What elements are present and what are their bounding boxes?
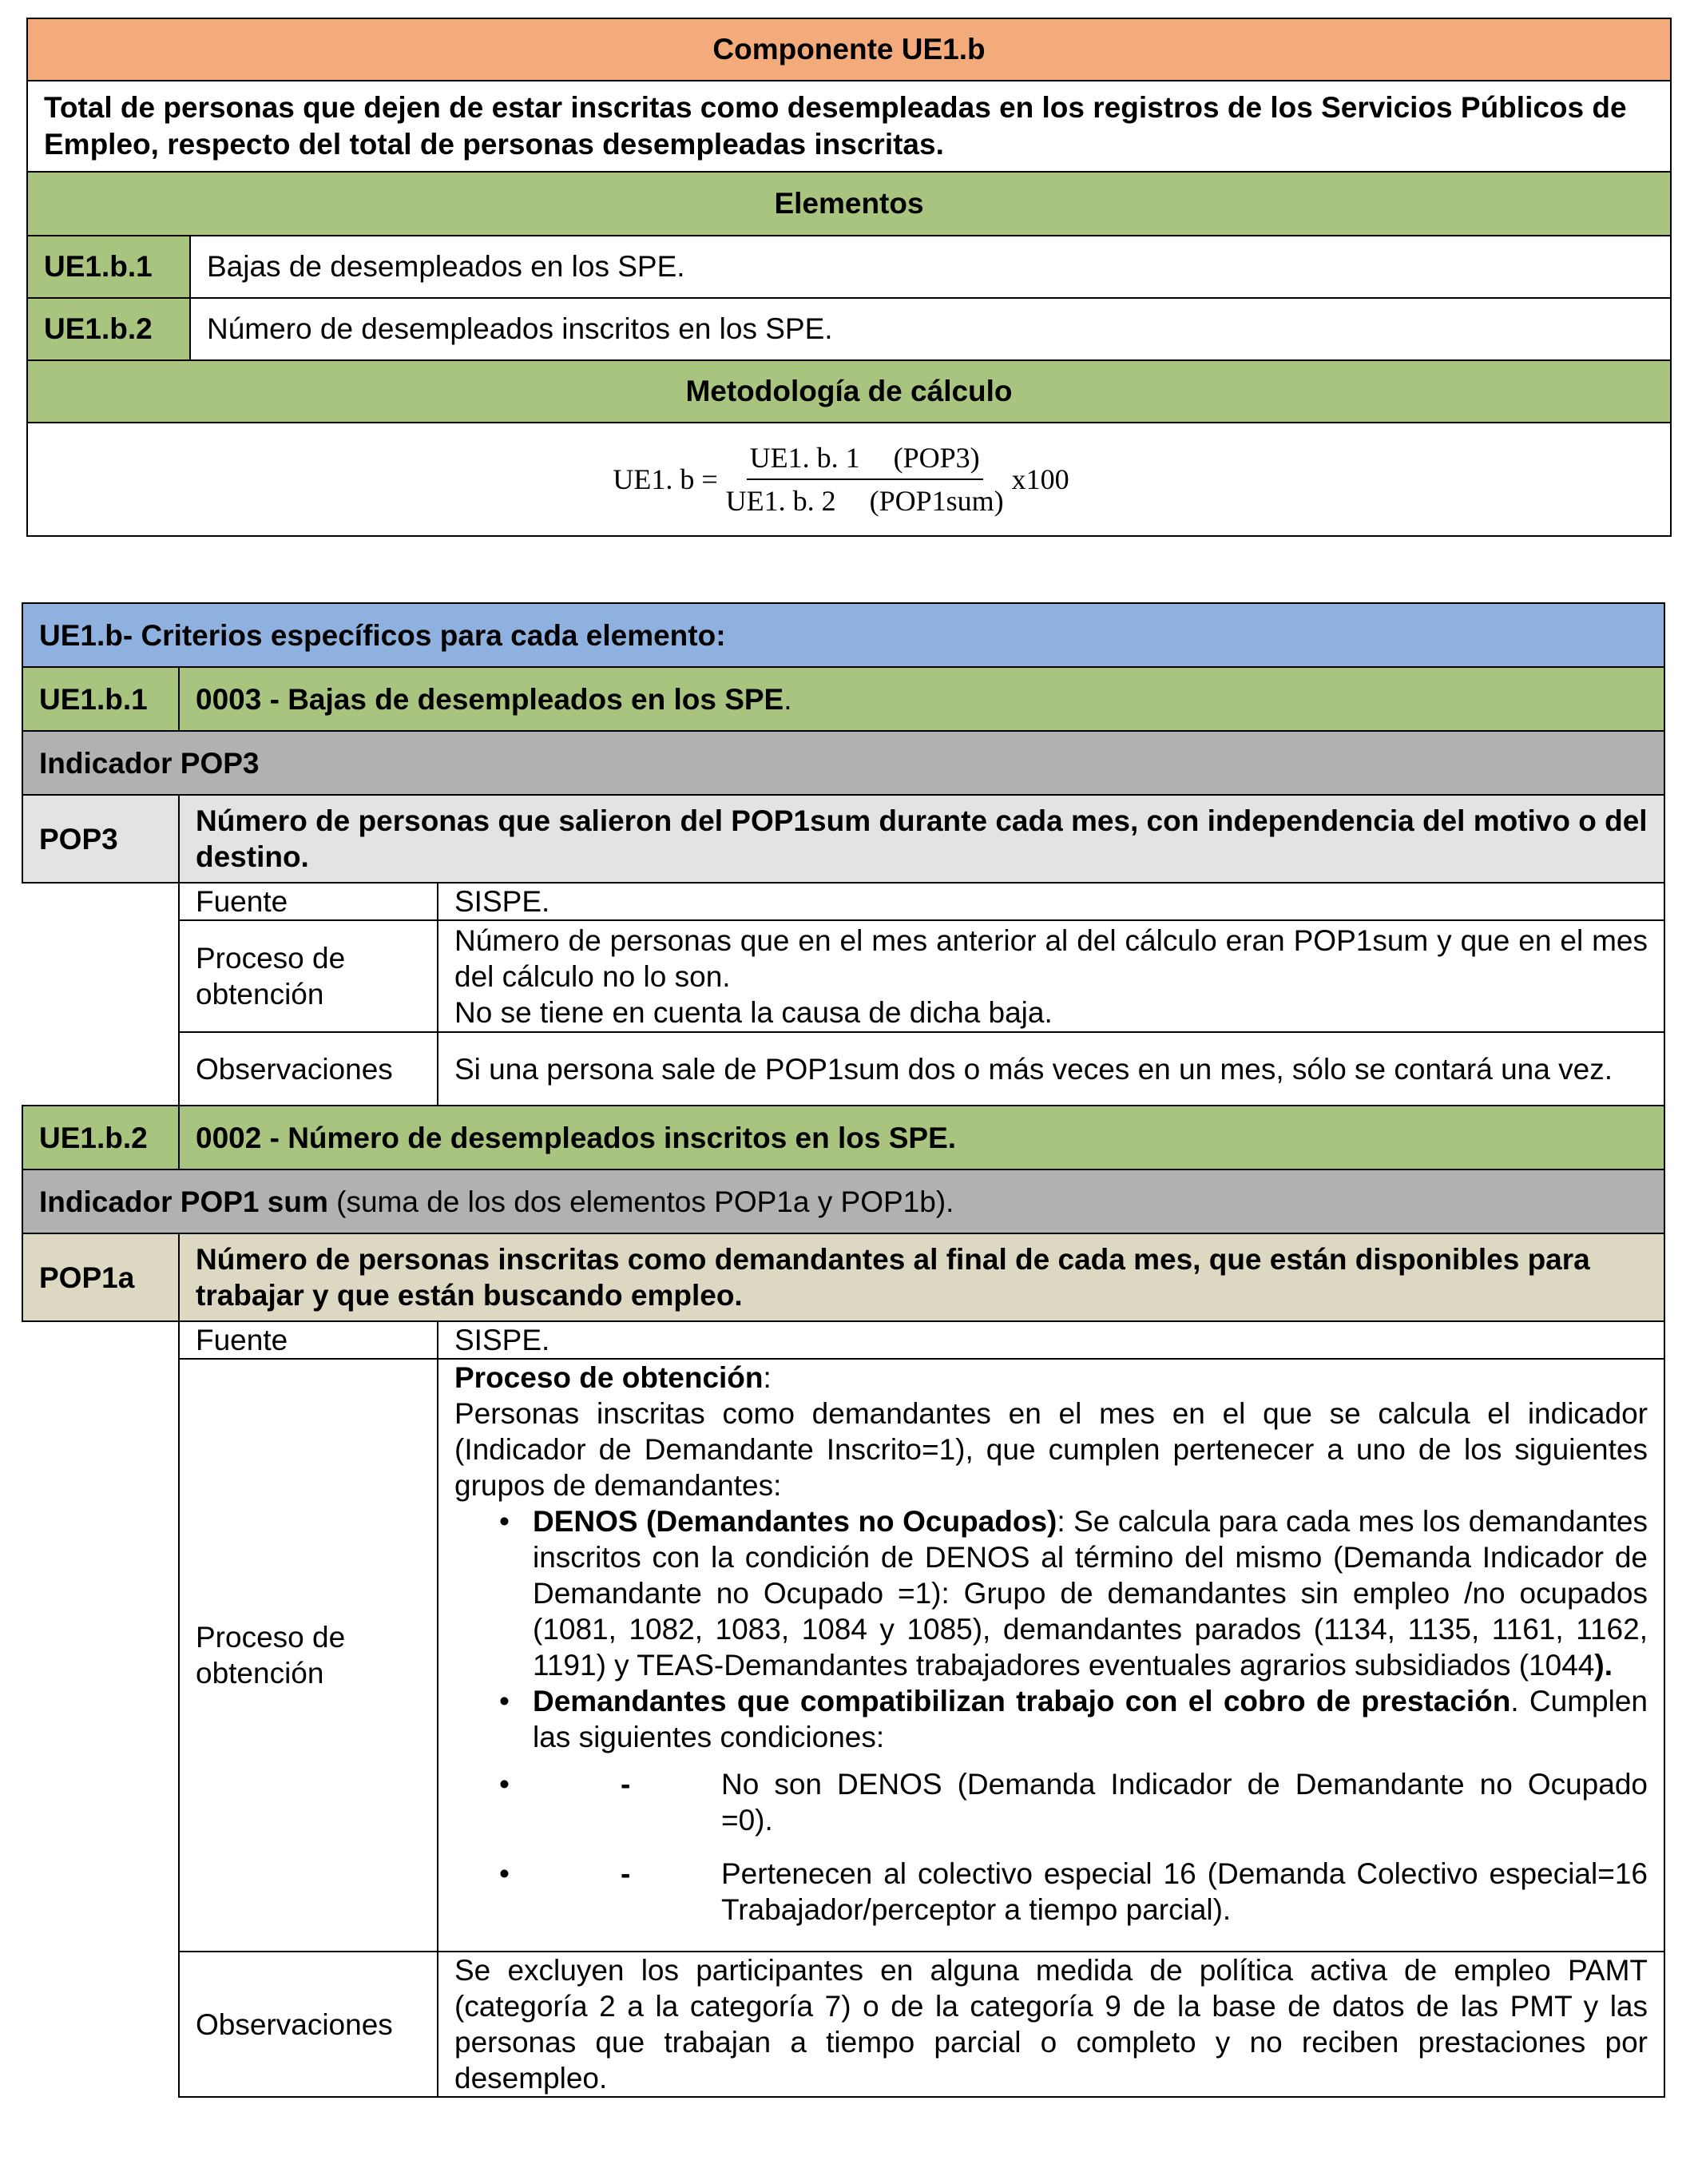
proceso-label: Proceso de obtención	[179, 1359, 438, 1952]
observaciones-label: Observaciones	[179, 1952, 438, 2097]
criteria-element-title: 0002 - Número de desempleados inscritos en los SPE.	[179, 1106, 1664, 1169]
observaciones-label: Observaciones	[179, 1032, 438, 1106]
definition-text: Número de personas inscritas como demandantes al final de cada mes, que están disponibles para trabajar y que están buscando empleo.	[179, 1233, 1664, 1321]
element-code: UE1.b.1	[27, 236, 190, 298]
bullet-item: • DENOS (Demandantes no Ocupados): Se calcula para cada mes los demandantes inscritos con la condición de DENOS al término del mismo (Demanda Indicador de Demandante no Ocupado =1): Grupo de demandantes sin empleo /no ocupados (1081, 1082, 1083, 1084 y 1085), demandantes parados (1134, 1135, 1161, 1162, 1191) y TEAS-Demandantes trabajadores eventuales agrarios subsidiados (1044).	[533, 1503, 1648, 1683]
dash-item: • - Pertenecen al colectivo especial 16 (Demanda Colectivo especial=16 Trabajador/perceptor a tiempo parcial).	[533, 1856, 1648, 1928]
criteria-header: UE1.b- Criterios específicos para cada elemento:	[22, 603, 1664, 667]
formula	[613, 437, 1069, 522]
observaciones-value: Se excluyen los participantes en alguna medida de política activa de empleo PAMT (categoría 2 a la categoría 7) o de la categoría 9 de la base de datos de las PMT y las personas que trabajan a tiempo parcial o completo y no reciben prestaciones por desempleo.	[438, 1952, 1664, 2097]
fuente-label: Fuente	[179, 1321, 438, 1359]
element-row	[27, 298, 1671, 360]
proceso-intro: Personas inscritas como demandantes en el mes en el que se calcula el indicador (Indicador de Demandante Inscrito=1), que cumplen pertenecer a uno de los siguientes grupos de demandantes:	[454, 1397, 1648, 1502]
criteria-element-row	[22, 1106, 1664, 1169]
indent-spacer	[22, 1321, 179, 2097]
bullet-item: • Demandantes que compatibilizan trabajo con el cobro de prestación. Cumplen las siguientes condiciones: • - No son DENOS (Demanda Indicador de Demandante no Ocupado =0). • - Pertenecen al colectivo especial 16 (Demanda Colectivo especial=16 Trabajador/perceptor a tiempo parcial).	[533, 1683, 1648, 1928]
dash-item: • - No son DENOS (Demanda Indicador de Demandante no Ocupado =0).	[533, 1766, 1648, 1838]
formula-cell	[27, 423, 1671, 536]
formula-num-code: UE1. b. 1	[749, 442, 860, 474]
definition-code: POP3	[22, 795, 179, 883]
formula-fraction	[723, 437, 1007, 522]
dash-list	[533, 1766, 1648, 1928]
proceso-heading: Proceso de obtención:	[454, 1361, 772, 1394]
fuente-label: Fuente	[179, 883, 438, 920]
fuente-value: SISPE.	[438, 883, 1664, 920]
criteria-table	[22, 602, 1665, 2098]
fuente-value: SISPE.	[438, 1321, 1664, 1359]
element-row	[27, 236, 1671, 298]
definition-code: POP1a	[22, 1233, 179, 1321]
component-description: Total de personas que dejen de estar inscritas como desempleadas en los registros de los Servicios Públicos de Empleo, respecto del total de personas desempleadas inscritas.	[27, 81, 1671, 172]
element-label: Bajas de desempleados en los SPE.	[190, 236, 1671, 298]
formula-den-code: UE1. b. 2	[725, 485, 836, 517]
proceso-value: Número de personas que en el mes anterior al del cálculo eran POP1sum y que en el mes del cálculo no lo son. No se tiene en cuenta la causa de dicha baja.	[438, 920, 1664, 1032]
elements-header: Elementos	[27, 172, 1671, 236]
component-title: Componente UE1.b	[27, 18, 1671, 81]
criteria-element-row	[22, 667, 1664, 731]
element-code: UE1.b.2	[27, 298, 190, 360]
formula-factor: x100	[1011, 463, 1069, 495]
formula-lhs: UE1. b =	[613, 463, 718, 495]
proceso-bullets	[454, 1503, 1648, 1928]
criteria-element-code: UE1.b.2	[22, 1106, 179, 1169]
proceso-value	[438, 1359, 1664, 1952]
formula-den-indicator: (POP1sum)	[869, 485, 1004, 517]
definition-text: Número de personas que salieron del POP1sum durante cada mes, con independencia del motivo o del destino.	[179, 795, 1664, 883]
indent-spacer	[22, 883, 179, 1106]
criteria-element-title: 0003 - Bajas de desempleados en los SPE.	[179, 667, 1664, 731]
proceso-label: Proceso de obtención	[179, 920, 438, 1032]
formula-numerator	[747, 437, 983, 480]
formula-num-indicator: (POP3)	[893, 442, 980, 474]
indicator-title: Indicador POP1 sum (suma de los dos elementos POP1a y POP1b).	[22, 1169, 1664, 1233]
method-header: Metodología de cálculo	[27, 360, 1671, 423]
indicator-title: Indicador POP3	[22, 731, 1664, 795]
formula-denominator	[723, 480, 1007, 522]
criteria-element-code: UE1.b.1	[22, 667, 179, 731]
component-table	[26, 18, 1672, 537]
element-label: Número de desempleados inscritos en los SPE.	[190, 298, 1671, 360]
observaciones-value: Si una persona sale de POP1sum dos o más veces en un mes, sólo se contará una vez.	[438, 1032, 1664, 1106]
